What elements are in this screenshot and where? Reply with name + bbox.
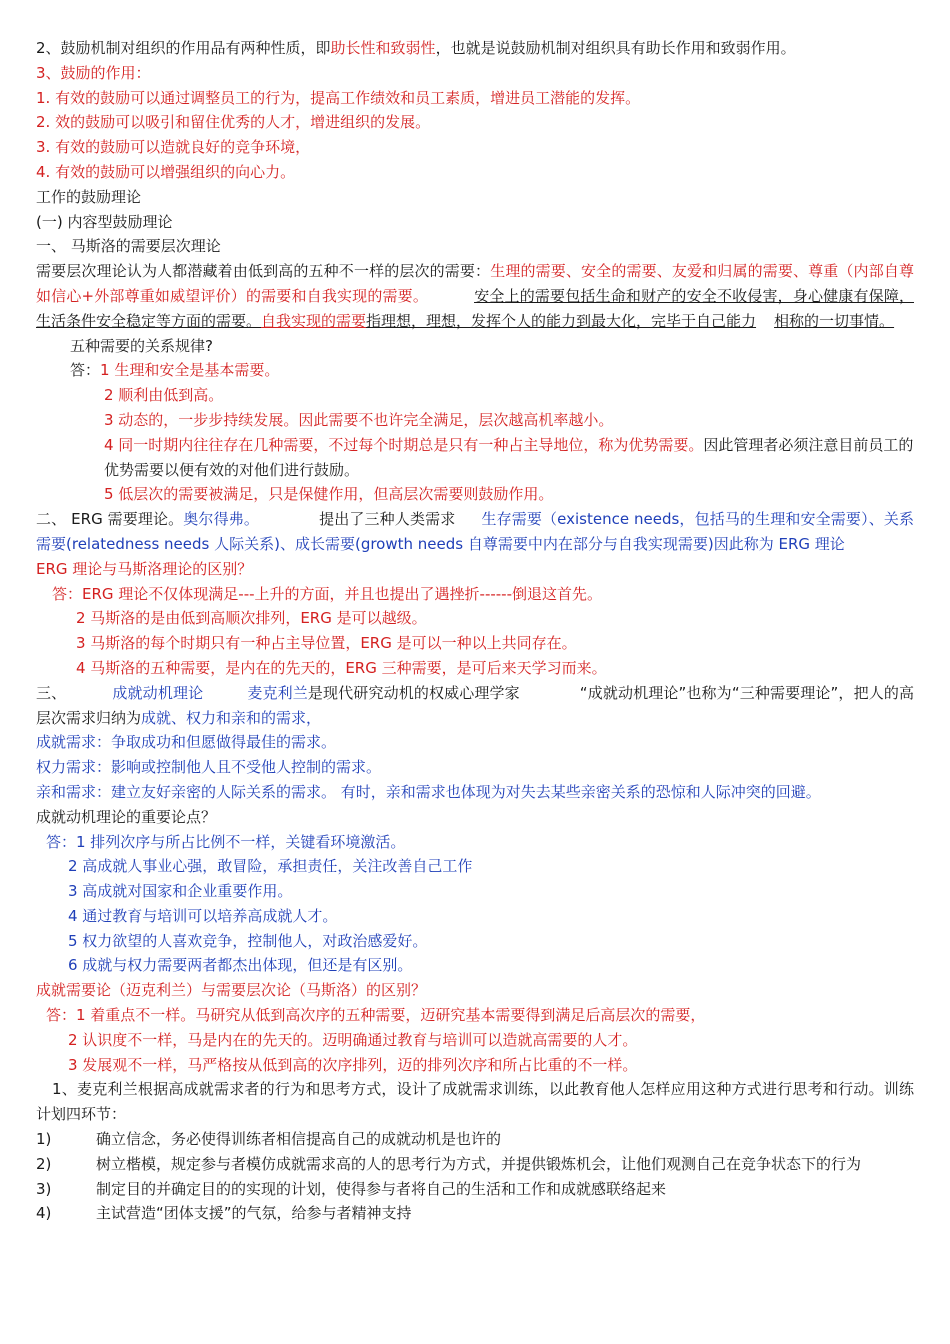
- answer-item: 答：ERG 理论不仅体现满足---上升的方面，并且也提出了遇挫折------倒退这首先。: [52, 584, 603, 603]
- text: “成就动机理论”也称为“三种需要理论”，把人的高层次需求归纳为: [36, 683, 914, 727]
- heading-maslow: 一、 马斯洛的需要层次理论: [36, 237, 221, 256]
- answer-item: 答：1 着重点不一样。马研究从低到高次序的五种需要，迈研究基本需要得到满足后高层次的需要，: [46, 1006, 706, 1025]
- answer: [36, 358, 914, 383]
- answer-item: 2 顺利由低到高。: [104, 386, 224, 405]
- step-text: 树立楷模，规定参与者模仿成就需求高的人的思考行为方式，并提供锻炼机会，让他们观测自己在竞争状态下的行为: [96, 1154, 862, 1173]
- paragraph-mechanism: [36, 36, 914, 61]
- answer-item: 2 马斯洛的是由低到高顺次排列，ERG 是可以越级。: [76, 609, 427, 628]
- underlined-text: 相称的一切事情。: [774, 311, 895, 330]
- answer-text: 1 生理和安全是基本需要。: [100, 361, 280, 380]
- answer-text: 4 同一时期内往往存在几种需要，不过每个时期总是只有一种占主导地位，称为优势需要。: [104, 435, 704, 454]
- need-item: 亲和需求：建立友好亲密的人际关系的需求。 有时，亲和需求也体现为对失去某些亲密关系的恐惊和人际冲突的回避。: [36, 782, 821, 801]
- list-item: 3. 有效的鼓励可以造就良好的竞争环境，: [36, 138, 311, 157]
- answer-item: 3 马斯洛的每个时期只有一种占主导位置，ERG 是可以一种以上共同存在。: [76, 634, 577, 653]
- text: 是现代研究动机的权威心理学家: [307, 683, 520, 702]
- paragraph-achievement: [36, 681, 914, 731]
- underlined-text: 指理想，理想，发挥个人的能力到最大化，完毕于自己能力: [366, 311, 757, 330]
- list-item: 4. 有效的鼓励可以增强组织的向心力。: [36, 162, 296, 181]
- step-number: 4): [36, 1204, 52, 1223]
- text: ，也就是说鼓励机制对组织具有助长作用和致弱作用。: [435, 39, 796, 57]
- text: 因此管理者必须注意目前员工的优势需要以便有效的对他们进行鼓励。: [104, 435, 914, 479]
- step-item: [36, 1152, 914, 1177]
- answer-item: [36, 433, 914, 483]
- underlined-text: 安全上的需要包括生命和财产的安全不收侵害，身心健康有保障，生活条件安全稳定等方面的需要。: [36, 286, 914, 330]
- step-number: 1): [36, 1130, 52, 1149]
- paragraph-maslow: [36, 259, 914, 333]
- paragraph-training: 1、麦克利兰根据高成就需求者的行为和思考方式，设计了成就需求训练，以此教育他人怎样应用这种方式进行思考和行动。训练计划四环节：: [36, 1080, 914, 1124]
- step-item: [36, 1201, 914, 1226]
- list-item: 1. 有效的鼓励可以通过调整员工的行为，提高工作绩效和员工素质，增进员工潜能的发挥。: [36, 88, 641, 107]
- answer-item: 4 马斯洛的五种需要，是内在的先天的，ERG 三种需要，是可后来天学习而来。: [76, 658, 607, 677]
- answer-item: 3 高成就对国家和企业重要作用。: [68, 882, 293, 901]
- answer-item: 5 权力欲望的人喜欢竞争，控制他人，对政治感爱好。: [68, 931, 428, 950]
- answer-item: 答：1 排列次序与所占比例不一样，关键看环境激活。: [46, 832, 406, 851]
- need-item: 权力需求：影响或控制他人且不受他人控制的需求。: [36, 758, 382, 777]
- text: 二、 ERG 需要理论。: [36, 510, 184, 529]
- highlight-text: 生存需要（existence needs，包括马的生理和安全需要）、关系需要(relatedness needs 人际关系)、成长需要(growth needs 自尊需要中内在部分与自我实现需要)因此称为 ERG 理论: [36, 510, 914, 553]
- answer-item: 2 高成就人事业心强，敢冒险，承担责任，关注改善自己工作: [68, 857, 473, 876]
- highlight-text: 生理的需要、安全的需要、友爱和归属的需要、尊重（内部自尊如信心+外部尊重如威望评价）的需要和自我实现的需要。: [36, 262, 914, 305]
- heading-incentive-role: 3、鼓励的作用：: [36, 63, 151, 82]
- step-text: 主试营造“团体支援”的气氛，给参与者精神支持: [96, 1204, 412, 1223]
- paragraph-erg: [36, 507, 914, 557]
- highlight-text: 自我实现的需要: [261, 311, 367, 330]
- highlight-text: 成就动机理论: [112, 683, 204, 702]
- answer-item: 6 成就与权力需要两者都杰出体现，但还是有区别。: [68, 956, 413, 975]
- need-item: 成就需求：争取成功和但愿做得最佳的需求。: [36, 733, 337, 752]
- heading-content-theory: (一) 内容型鼓励理论: [36, 212, 173, 231]
- step-text: 确立信念，务必使得训练者相信提高自己的成就动机是也许的: [96, 1130, 502, 1149]
- answer-item: 3 发展观不一样，马严格按从低到高的次序排列，迈的排列次序和所占比重的不一样。: [68, 1055, 638, 1074]
- question: ERG 理论与马斯洛理论的区别？: [36, 559, 253, 578]
- list-item: 2. 效的鼓励可以吸引和留住优秀的人才，增进组织的发展。: [36, 113, 431, 132]
- highlight-text: 奥尔得弗。: [183, 510, 259, 529]
- answer-item: 4 通过教育与培训可以培养高成就人才。: [68, 906, 338, 925]
- step-text: 制定目的并确定目的的实现的计划，使得参与者将自己的生活和工作和成就感联络起来: [96, 1179, 667, 1198]
- answer-item: 2 认识度不一样，马是内在的先天的。迈明确通过教育与培训可以造就高需要的人才。: [68, 1030, 638, 1049]
- question: 成就需要论（迈克利兰）与需要层次论（马斯洛）的区别？: [36, 981, 427, 1000]
- step-item: [36, 1127, 914, 1152]
- step-number: 2): [36, 1154, 52, 1173]
- text: 需要层次理论认为人都潜藏着由低到高的五种不一样的层次的需要：: [36, 262, 491, 281]
- answer-label: 答：: [70, 361, 101, 380]
- heading-work-incentive-theory: 工作的鼓励理论: [36, 187, 142, 206]
- question: 五种需要的关系规律?: [70, 336, 213, 355]
- text: 三、: [36, 683, 67, 702]
- highlight-text: 助长性和致弱性: [330, 39, 436, 57]
- text: 2、鼓励机制对组织的作用品有两种性质，即: [36, 39, 331, 57]
- step-number: 3): [36, 1179, 52, 1198]
- question: 成就动机理论的重要论点？: [36, 807, 217, 826]
- answer-item: 5 低层次的需要被满足，只是保健作用，但高层次需要则鼓励作用。: [104, 485, 554, 504]
- answer-item: 3 动态的，一步步持续发展。因此需要不也许完全满足，层次越高机率越小。: [104, 410, 614, 429]
- highlight-text: 麦克利兰: [247, 683, 308, 702]
- highlight-text: 成就、权力和亲和的需求，: [141, 708, 322, 727]
- text: 提出了三种人类需求: [318, 510, 456, 529]
- step-item: [36, 1177, 914, 1202]
